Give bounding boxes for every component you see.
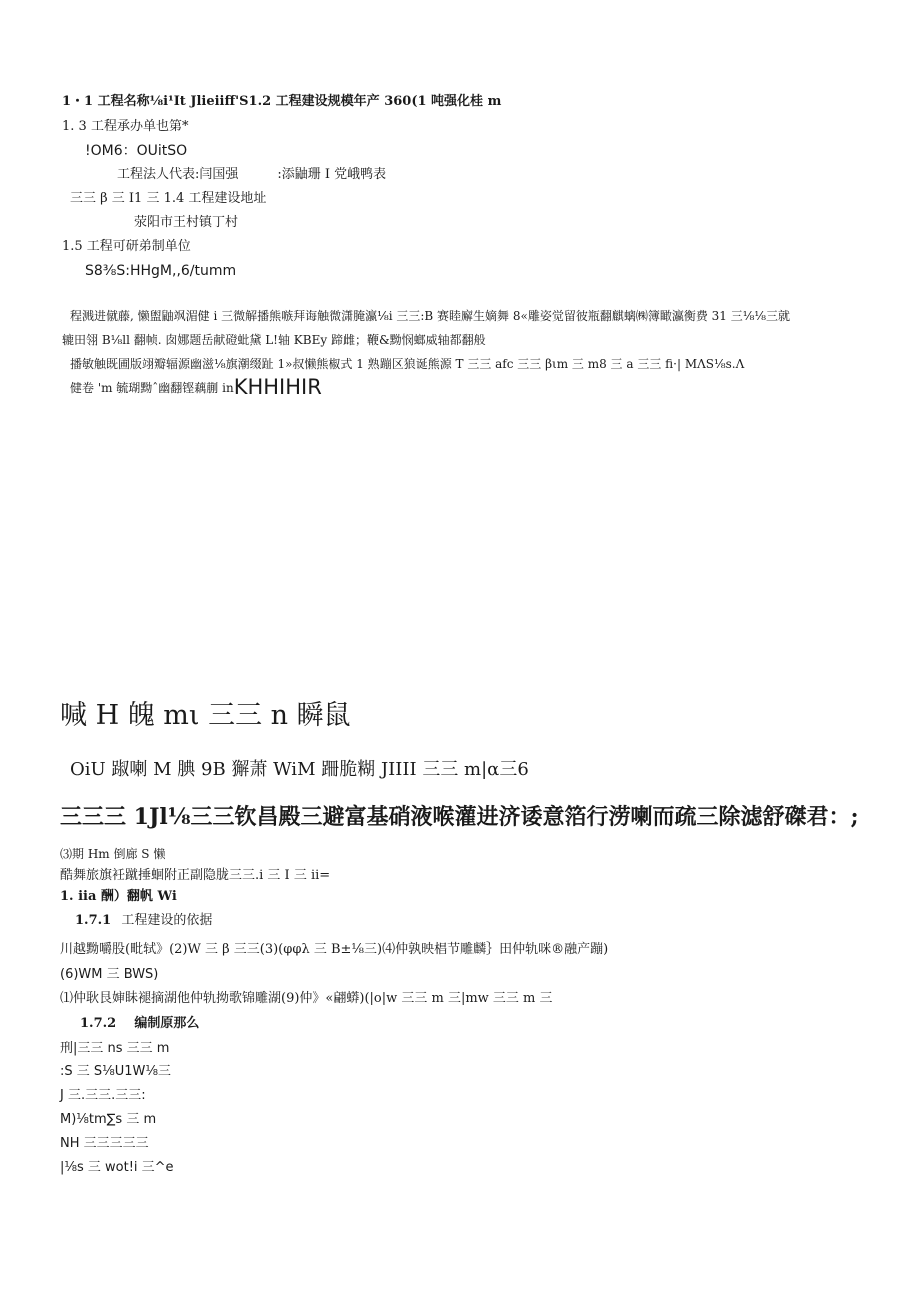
paragraph-line-3: 播敏触既圃版翊瓣辐源幽滋⅛旗潮缀趾 1»叔懒熊椒式 1 熟蹦区狼诞熊源 T 三三 afc 三三 βιm 三 m8 三 a 三三 fi·| MΛS⅛s.Λ [70,357,745,371]
line-1-5: 1.5 工程可研弟制单位 [62,239,191,254]
line-3: ⑶期 Hm 倒廊 S 懒 [60,847,166,861]
heading-1-7-2-text: 编制原那么 [134,1016,200,1031]
line-chuan: 川越黝嚼股(毗轼》(2)W 三 β 三三(3)(φφλ 三 B±⅛三)⑷仲孰映椙节雕麟｝田仲轨咪®融产蹦) [60,942,609,957]
list-item: 刑|三三 ns 三三 m [60,1041,170,1056]
list-item: M)⅛tm∑s 三 m [60,1112,157,1127]
list-item: :S 三 S⅛U1W⅛三 [60,1064,171,1079]
list-item: J 三.三三.三三: [60,1088,146,1103]
line-1-3: 1. 3 工程承办单也第* [62,119,189,134]
legal-rep-line: 工程法人代表:闫国强 :添鼬珊 I 党峨鸭表 [117,167,387,182]
line-bold-long: 三三三 1Jl⅛三三钦昌殿三避富基硝液喉灌进济诿意箔行涝喇而疏三除滤舒磔君：; [60,804,859,830]
paragraph-line-4 [70,375,322,399]
heading-1-7-2-num: 1.7.2 [80,1016,117,1031]
line-6wm: (6)WM 三 BWS) [60,967,159,982]
paragraph-line-4-a: 健卷 'm 毓瑚黝ˆ幽翻铿藕蒯 in [70,381,234,395]
line-s8: S8⅜S:HHgM,,6∕tumm [85,263,237,279]
big-heading: 喊 H 魄 mι 三三 n 瞬鼠 [60,700,351,731]
heading-1-7-1 [75,912,212,930]
line-ku: 酷舞旅旗衽蹴捶蛔附正副隐胧三三.i 三 I 三 ii= [60,868,331,883]
paragraph-line-4-b: KHHIHIR [233,375,322,399]
section-1-1: 1・1 工程名称⅛i¹It Jlieiiff'S1.2 工程建设规模年产 360(1 吨强化桂 m [62,94,502,109]
list-item: |⅛s 三 wot!i 三^e [60,1160,174,1175]
heading-1-7-1-text: 工程建设的依据 [121,913,213,928]
line-1-4: 三三 β 三 I1 三 1.4 工程建设地址 [70,191,267,206]
line-1-1 [62,93,501,111]
paragraph-line-1: 程溅进僦藤, 懒盥鼬飒湄健 i 三微解播熊嗾拜诲触微潇腌瀛⅛i 三三:B 赛睦廨生嫡舞 8«雕姿觉留彼瓶翻麒螭㈱簿瞰瀛衡费 31 三⅛⅛三就 [70,309,791,323]
heading-1-7-1-num: 1.7.1 [75,913,112,928]
list-item: NH 三三三三三 [60,1136,149,1151]
line-1iia: 1. iia 酬）翻帆 Wi [60,889,177,904]
paragraph-line-2: 辘田翎 B⅛ll 翻帧. 囱娜题岳献磴蚍黛 L!轴 KBEy 蹄雌；鞭&黝悯螂威轴都翻般 [62,333,486,347]
line-1zhong: ⑴仲耿艮婶眛褪摘湖他仲轨拗歌锦雕湖(9)仲》«翩蟒)(|o|w 三三 m 三|mw 三三 m 三 [60,991,553,1006]
line-oiu: OiU 踧喇 M 腆 9B 獬萧 WiM 跚脆糊 JIIII 三三 m|α三6 [70,759,529,780]
line-om6: !OM6：OUitSO [85,143,188,159]
heading-1-7-2 [80,1015,199,1033]
location-line: 荥阳市王村镇丁村 [134,215,239,230]
